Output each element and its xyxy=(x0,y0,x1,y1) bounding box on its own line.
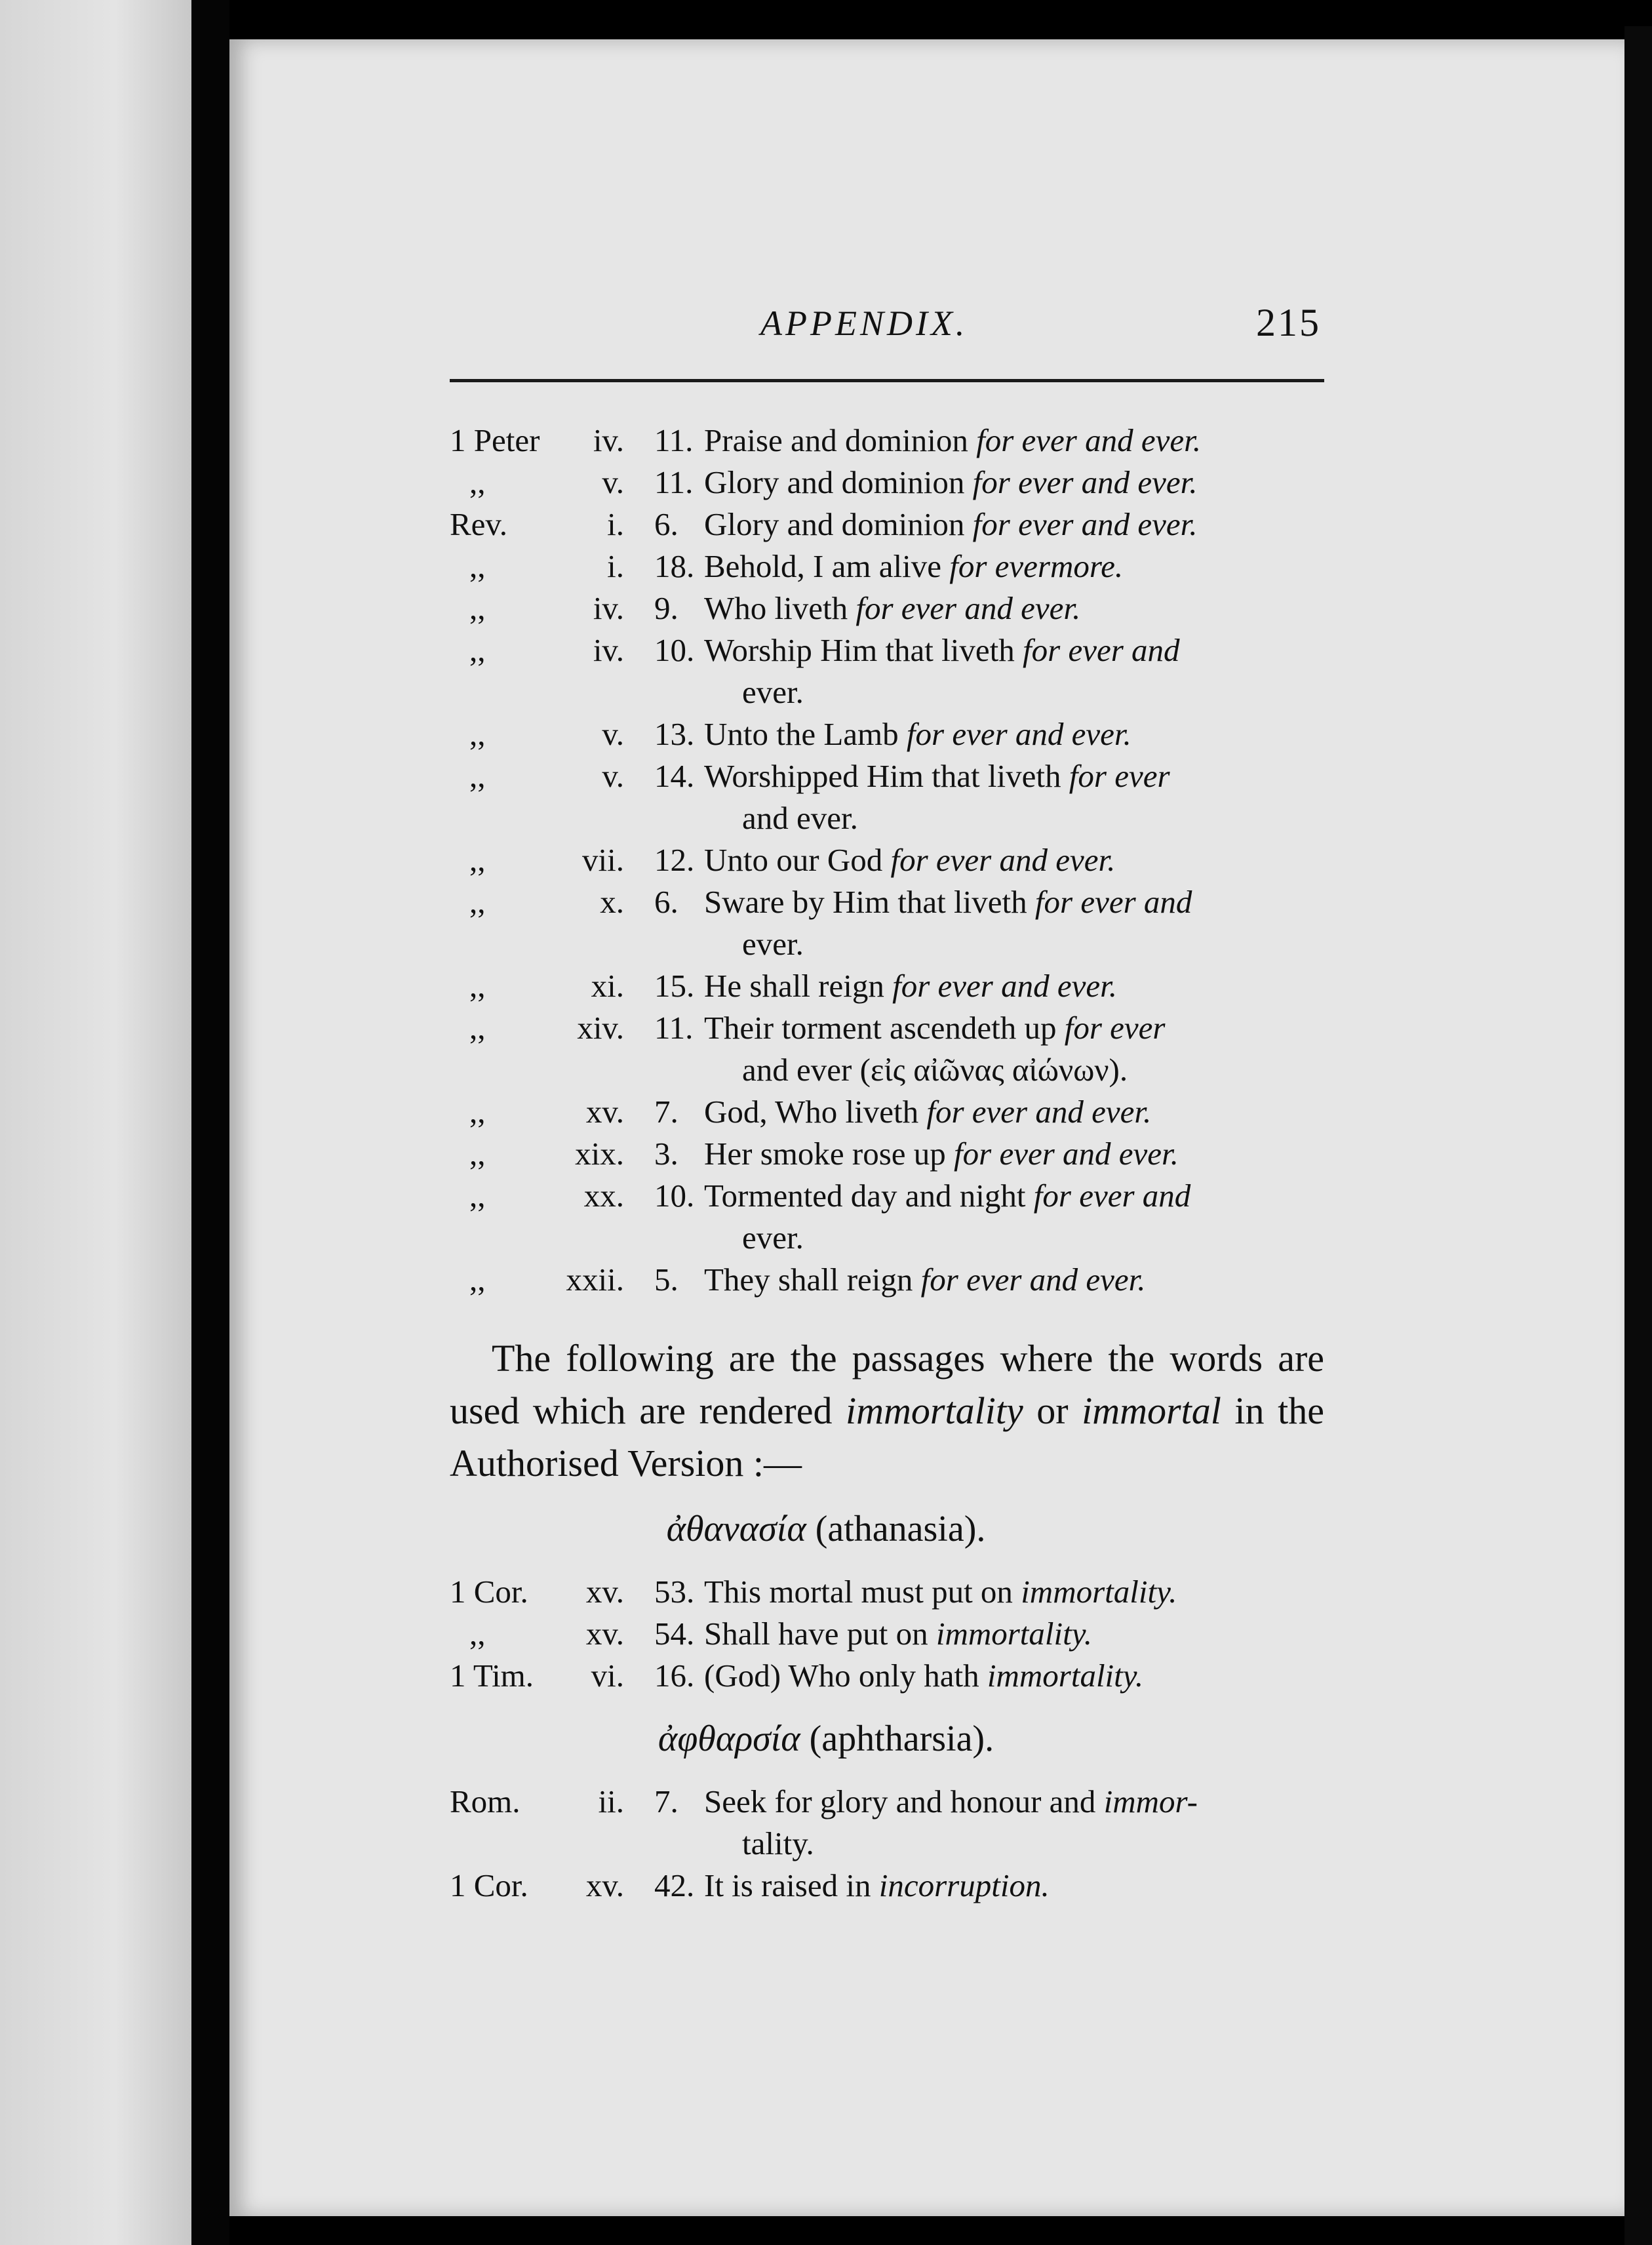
verse-plain: Who liveth xyxy=(704,590,856,626)
verse-plain: This mortal must put on xyxy=(704,1574,1021,1610)
verse-text xyxy=(704,839,1327,881)
verse-text xyxy=(704,1133,1327,1175)
verse-italic: for ever and ever. xyxy=(920,1262,1146,1298)
verse-text xyxy=(704,546,1327,587)
verse-number: 11. xyxy=(654,422,694,458)
transliteration: (aphtharsia). xyxy=(800,1719,994,1759)
verse-number: 7. xyxy=(654,1783,678,1819)
verse-text xyxy=(704,881,1327,965)
verse-italic: for ever and ever. xyxy=(976,422,1201,458)
verse-number: 14. xyxy=(654,758,695,794)
book-name: ,, xyxy=(469,842,486,878)
paragraph-italic: immortality xyxy=(846,1389,1023,1432)
verse-plain: They shall reign xyxy=(704,1262,921,1298)
verse-continuation: and ever. xyxy=(742,800,858,836)
verse-plain: He shall reign xyxy=(704,968,893,1004)
verse-italic: for ever and ever. xyxy=(856,590,1081,626)
verse-italic: for ever and xyxy=(1023,632,1180,668)
verse-italic: for ever and xyxy=(1034,884,1192,920)
verse-number: 11. xyxy=(654,1010,694,1046)
verse-continuation: ever. xyxy=(742,1220,804,1256)
verse-plain: Their torment ascendeth up xyxy=(704,1010,1065,1046)
verse-text xyxy=(704,462,1327,504)
chapter-number: v. xyxy=(602,758,624,794)
chapter-number: x. xyxy=(600,884,624,920)
book-name: Rev. xyxy=(450,506,507,542)
chapter-number: v. xyxy=(602,464,624,500)
verse-plain: It is raised in xyxy=(704,1867,879,1903)
chapter-number: xv. xyxy=(585,1094,624,1130)
book-name: Rom. xyxy=(450,1783,521,1819)
paragraph-text: or xyxy=(1023,1389,1082,1432)
verse-italic: for ever and ever. xyxy=(890,842,1116,878)
verse-plain: Glory and dominion xyxy=(704,464,973,500)
book-name: ,, xyxy=(469,1136,486,1172)
verse-continuation: ever. xyxy=(742,926,804,962)
verse-plain: Tormented day and night xyxy=(704,1178,1034,1214)
facing-page-edge xyxy=(0,0,191,2245)
verse-italic: for ever and ever. xyxy=(926,1094,1152,1130)
verse-plain: Unto the Lamb xyxy=(704,716,907,752)
verse-text xyxy=(704,1007,1327,1091)
verse-number: 15. xyxy=(654,968,695,1004)
verse-plain: Seek for glory and honour and xyxy=(704,1783,1104,1819)
verse-continuation: tality. xyxy=(742,1825,814,1861)
chapter-number: v. xyxy=(602,716,624,752)
verse-number: 16. xyxy=(654,1658,695,1694)
book-name: ,, xyxy=(469,716,486,752)
verse-text xyxy=(704,1613,1327,1655)
verse-italic: for ever and ever. xyxy=(892,968,1117,1004)
verse-plain: Her smoke rose up xyxy=(704,1136,954,1172)
verse-number: 6. xyxy=(654,884,678,920)
chapter-number: xiv. xyxy=(577,1010,624,1046)
scan-border xyxy=(1624,26,1652,2245)
verse-number: 54. xyxy=(654,1616,695,1652)
verse-text xyxy=(704,629,1327,713)
verse-italic: for ever and ever. xyxy=(906,716,1131,752)
book-name: 1 Cor. xyxy=(450,1867,528,1903)
verse-number: 10. xyxy=(654,632,695,668)
book-name: ,, xyxy=(469,758,486,794)
verse-italic: immortality. xyxy=(987,1658,1144,1694)
section-heading-athanasia xyxy=(0,1508,1652,1550)
verse-text xyxy=(704,1781,1327,1865)
verse-plain: Behold, I am alive xyxy=(704,548,950,584)
verse-number: 42. xyxy=(654,1867,695,1903)
verse-italic: for ever and ever. xyxy=(972,464,1198,500)
verse-italic: incorruption. xyxy=(878,1867,1050,1903)
paragraph-text: The following are the passages where the words are used which are rendered xyxy=(450,1337,1324,1432)
verse-number: 53. xyxy=(654,1574,695,1610)
body-paragraph xyxy=(450,1332,1324,1490)
verse-continuation: and ever (εἰς αἰῶνας αἰώνων). xyxy=(742,1052,1128,1088)
chapter-number: ii. xyxy=(598,1783,624,1819)
verse-italic: for ever xyxy=(1069,758,1170,794)
paragraph-text: in the Authorised Version :— xyxy=(450,1389,1324,1484)
chapter-number: vii. xyxy=(582,842,624,878)
verse-number: 7. xyxy=(654,1094,678,1130)
chapter-number: xix. xyxy=(575,1136,624,1172)
verse-italic: immortality. xyxy=(1021,1574,1177,1610)
book-name: ,, xyxy=(469,1178,486,1214)
chapter-number: iv. xyxy=(593,632,624,668)
chapter-number: iv. xyxy=(593,590,624,626)
chapter-number: xi. xyxy=(591,968,624,1004)
book-name: ,, xyxy=(469,590,486,626)
book-name: ,, xyxy=(469,1010,486,1046)
book-name: ,, xyxy=(469,1616,486,1652)
book-name: ,, xyxy=(469,1094,486,1130)
transliteration: (athanasia). xyxy=(806,1509,986,1549)
verse-number: 3. xyxy=(654,1136,678,1172)
verse-text xyxy=(704,713,1327,755)
book-name: ,, xyxy=(469,1262,486,1298)
greek-word: ἀφθαρσία xyxy=(658,1719,800,1759)
verse-text xyxy=(704,1175,1327,1259)
verse-number: 10. xyxy=(654,1178,695,1214)
chapter-number: vi. xyxy=(591,1658,624,1694)
verse-number: 9. xyxy=(654,590,678,626)
chapter-number: i. xyxy=(607,506,624,542)
page-number: 215 xyxy=(1256,301,1321,344)
running-head: APPENDIX. xyxy=(760,304,968,343)
verse-plain: Glory and dominion xyxy=(704,506,973,542)
chapter-number: xv. xyxy=(585,1616,624,1652)
verse-continuation: ever. xyxy=(742,674,804,710)
verse-italic: for evermore. xyxy=(949,548,1124,584)
verse-plain: Worship Him that liveth xyxy=(704,632,1023,668)
verse-italic: for ever and ever. xyxy=(954,1136,1179,1172)
verse-italic: for ever xyxy=(1064,1010,1166,1046)
section-heading-aphtharsia xyxy=(0,1718,1652,1760)
verse-number: 13. xyxy=(654,716,695,752)
book-name: ,, xyxy=(469,884,486,920)
book-name: ,, xyxy=(469,548,486,584)
verse-plain: God, Who liveth xyxy=(704,1094,927,1130)
chapter-number: iv. xyxy=(593,422,624,458)
verse-text xyxy=(704,965,1327,1007)
paragraph-italic: immortal xyxy=(1082,1389,1221,1432)
book-gutter xyxy=(191,0,229,2245)
book-name: ,, xyxy=(469,968,486,1004)
verse-text xyxy=(704,1865,1327,1907)
book-name: 1 Tim. xyxy=(450,1658,534,1694)
verse-text xyxy=(704,420,1327,462)
book-name: ,, xyxy=(469,632,486,668)
verse-number: 6. xyxy=(654,506,678,542)
verse-number: 12. xyxy=(654,842,695,878)
verse-plain: (God) Who only hath xyxy=(704,1658,987,1694)
book-name: 1 Peter xyxy=(450,422,540,458)
chapter-number: xv. xyxy=(585,1867,624,1903)
chapter-number: xx. xyxy=(583,1178,624,1214)
chapter-number: i. xyxy=(607,548,624,584)
book-name: 1 Cor. xyxy=(450,1574,528,1610)
header-rule xyxy=(450,379,1324,382)
verse-plain: Worshipped Him that liveth xyxy=(704,758,1069,794)
verse-text xyxy=(704,1091,1327,1133)
verse-italic: immortality. xyxy=(935,1616,1093,1652)
verse-text xyxy=(704,1571,1327,1613)
verse-text xyxy=(704,1655,1327,1697)
verse-number: 5. xyxy=(654,1262,678,1298)
verse-italic: for ever and xyxy=(1033,1178,1191,1214)
verse-plain: Shall have put on xyxy=(704,1616,936,1652)
verse-plain: Sware by Him that liveth xyxy=(704,884,1035,920)
verse-plain: Unto our God xyxy=(704,842,891,878)
verse-number: 18. xyxy=(654,548,695,584)
chapter-number: xv. xyxy=(585,1574,624,1610)
verse-number: 11. xyxy=(654,464,694,500)
chapter-number: xxii. xyxy=(566,1262,624,1298)
verse-text xyxy=(704,1259,1327,1301)
verse-text xyxy=(704,504,1327,546)
greek-word: ἀθανασία xyxy=(666,1509,806,1549)
verse-text xyxy=(704,755,1327,839)
verse-plain: Praise and dominion xyxy=(704,422,977,458)
verse-italic: for ever and ever. xyxy=(972,506,1198,542)
verse-text xyxy=(704,587,1327,629)
book-name: ,, xyxy=(469,464,486,500)
verse-italic: immor- xyxy=(1103,1783,1198,1819)
